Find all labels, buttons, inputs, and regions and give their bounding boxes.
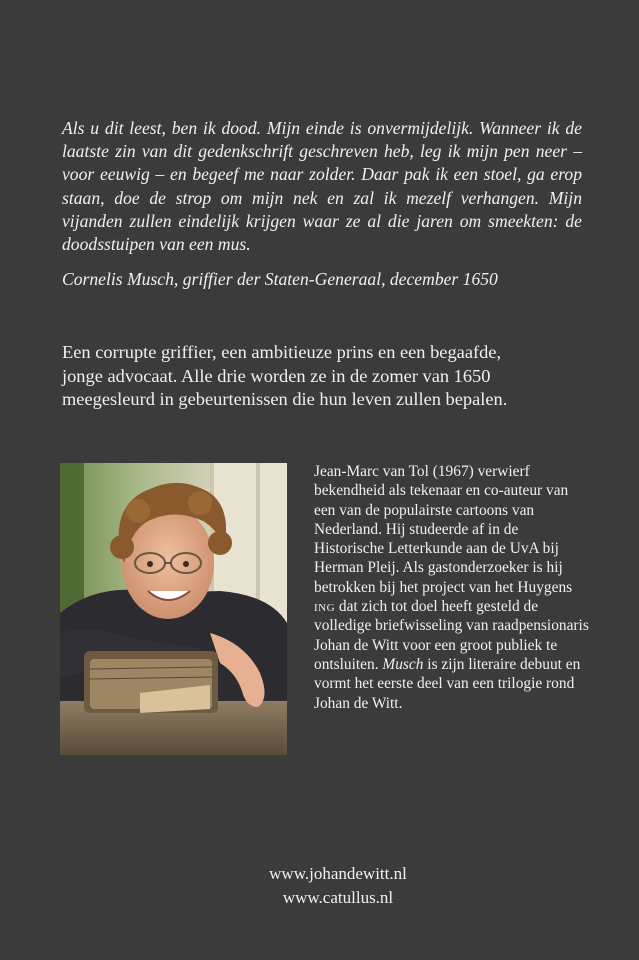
bio-text: Jean-Marc van Tol (1967) verwierf bekendheid als tekenaar en co-auteur van een van de populairste cartoons van Nederland. Hij studeerde af in de Historische Letterkunde aan de UvA bij Herman Pleij. Als gastonderzoeker is hij betrokken bij het project van het Huygens [314,463,573,596]
teaser-line: Een corrupte griffier, een ambitieuze prins en een begaafde, [62,342,502,362]
quote-attribution: Cornelis Musch, griffier der Staten-Generaal, december 1650 [62,269,498,289]
bio-text: is zijn literaire debuut en vormt het eerste deel van een trilogie rond Johan de Witt. [314,655,581,712]
teaser-line: meegesleurd in gebeurtenissen die hun leven zullen bepalen. [62,389,508,410]
author-biography [314,462,589,713]
website-links [0,862,639,910]
bio-text: dat zich tot doel heeft gesteld de volledige briefwisseling van raadpensionaris Johan de Witt voor een groot publiek te ontsluiten. [314,598,589,673]
author-photo [60,463,287,755]
website-url[interactable]: www.catullus.nl [282,888,394,907]
opening-quote: Als u dit leest, ben ik dood. Mijn einde is onvermijdelijk. Wanneer ik de laatste zin van dit gedenkschrift geschreven heb, leg ik mijn pen neer – voor eeuwig – en begeef me naar zolder. Daar pak ik een stoel, ga erop staan, doe de strop om mijn nek en zal ik mezelf verhangen. Mijn vijanden zullen eindelijk krijgen waar ze al die jaren om smeekten: de doodsstuipen van een mus. [62,118,582,255]
website-url[interactable]: www.johandewitt.nl [269,864,407,883]
teaser-line: jonge advocaat. Alle drie worden ze in de zomer van 1650 [62,365,491,386]
teaser-paragraph [62,341,622,412]
book-title: Musch [382,655,424,673]
bio-abbreviation: ing [314,598,336,616]
